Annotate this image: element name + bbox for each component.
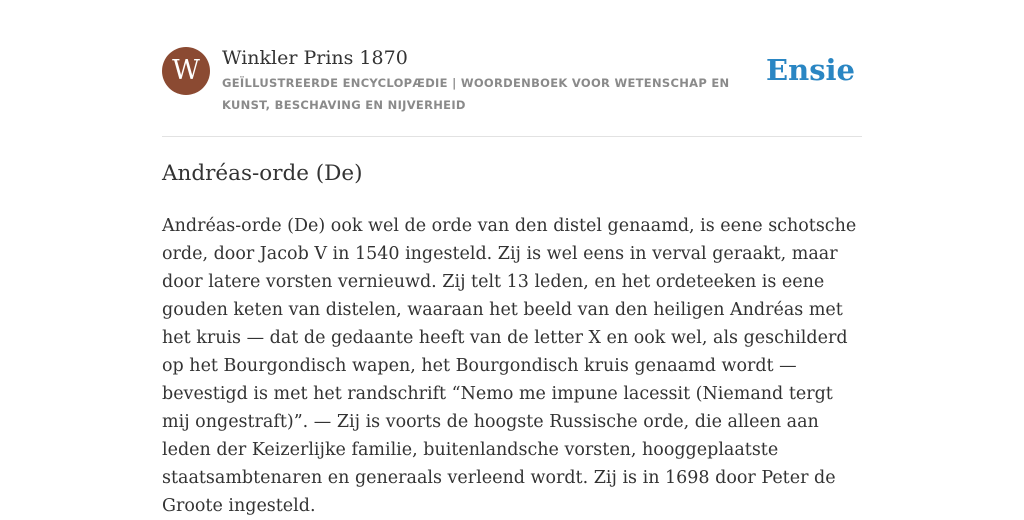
source-title[interactable]: Winkler Prins 1870 [222,47,408,69]
source-avatar[interactable]: W [162,47,210,95]
entry-text: Andréas-orde (De) ook wel de orde van den distel genaamd, is eene schotsche orde, door Jacob V in 1540 ingesteld. Zij is wel eens in verval geraakt, maar door latere vorsten vernieuwd. Zij telt 13 leden, en het ordeteeken is eene gouden keten van distelen, waaraan het beeld van den heiligen Andréas met het kruis — dat de gedaante heeft van de letter X en ook wel, als geschilderd op het Bourgondisch wapen, het Bourgondisch kruis genaamd wordt — bevestigd is met het randschrift “Nemo me impune lacessit (Niemand tergt mij ongestraft)”. — Zij is voorts de hoogste Russische orde, die alleen aan leden der Keizerlijke familie, buitenlandsche vorsten, hooggeplaatste staatsambtenaren en generaals verleend wordt. Zij is in 1698 door Peter de Groote ingesteld. [162,216,857,516]
ensie-logo-link[interactable]: Ensie [766,53,855,87]
source-subtitle: GEÏLLUSTREERDE ENCYCLOPÆDIE | WOORDENBOEK VOOR WETENSCHAP EN KUNST, BESCHAVING EN NIJVERHEID [222,76,730,112]
entry-title: Andréas-orde (De) [162,161,363,186]
source-header [162,44,862,137]
